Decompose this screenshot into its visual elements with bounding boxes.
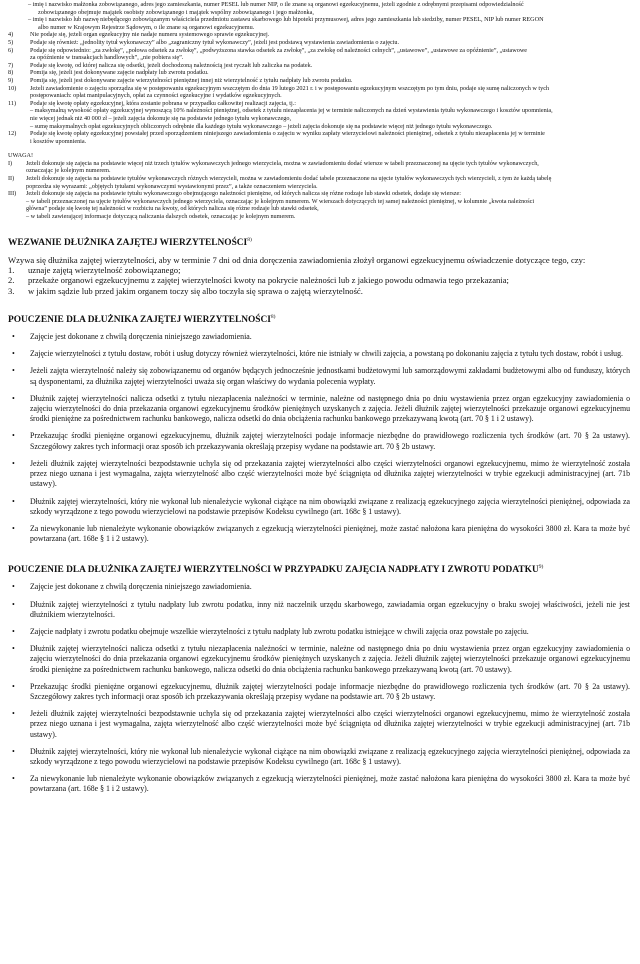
pouczenie-nadplata-title: POUCZENIE DLA DŁUŻNIKA ZAJĘTEJ WIERZYTELNOŚCI W PRZYPADKU ZAJĘCIA NADPŁATY I ZWROTU PODATKU: [8, 565, 539, 576]
bullet-icon: •: [12, 349, 15, 359]
footnote-text: i kosztów upomnienia.: [30, 137, 87, 145]
footnote-number: 11): [8, 99, 17, 107]
pouczenie-heading: [8, 312, 640, 326]
uwaga-text: – w tabeli zawierającej informacje dotyczącą naliczania dalszych odsetek, oznaczając je kolejnym numerem.: [26, 213, 296, 221]
bullet-item: [8, 394, 640, 425]
footnote-text: Podaje się również: „jednolity tytuł wykonawczy” albo „zagraniczny tytuł wykonawczy”, jeżeli jest podstawą wystawienia zawiadomienia o zajęciu.: [30, 38, 400, 46]
bullet-item: [8, 600, 640, 620]
bullet-text: Zajęcie jest dokonane z chwilą doręczenia niniejszego zawiadomienia.: [30, 332, 252, 342]
footnote-number: 12): [8, 130, 17, 138]
footnote-ref: 8): [270, 313, 276, 320]
item-text: przekaże organowi egzekucyjnemu z zajętej wierzytelności kwoty na pokrycie należności lub z jakiego powodu odmawia tego przekazania;: [28, 275, 509, 286]
bullet-text: Zajęcie jest dokonane z chwilą doręczenia niniejszego zawiadomienia.: [30, 582, 252, 592]
uwaga-text: Jeżeli dokonuje się zajęcia na podstawie więcej niż trzech tytułów wykonawczych jednego wierzyciela, można w zawiadomieniu dodać wiersze w tabeli przeznaczonej na ujęcie tych tytułów wykonawczych,: [26, 159, 539, 167]
uwaga-text: główna” podaje się kwotę tej należności w rozbiciu na kwoty, od których nalicza się różne rodzaje lub stawki odsetek,: [26, 205, 319, 213]
bullet-text: Przekazując środki pieniężne organowi egzekucyjnemu, dłużnik zajętej wierzytelności podaje informacje niezbędne do prawidłowego rozliczenia tych środków (art. 70 § 2a ustawy). Szczegółowy zakres tych informacji oraz sposób ich przekazywania określają przepisy wydane na podstawie art. 70 § 2b ustawy.: [30, 431, 630, 451]
footnote-text: Podaje się odpowiednio: „za zwłokę”, „połowa odsetek za zwłokę”, „podwyższona stawka odsetek za zwłokę”, „za zwłokę od należności celnych”, „ustawowe”, „ustawowe za opóźnienie”, „ustawowe: [30, 46, 528, 54]
footnote-number: 5): [8, 38, 14, 46]
bullet-text: Za niewykonanie lub nienależyte wykonanie obowiązków związanych z egzekucją wierzytelności pieniężnej, może zastać nałożona kara pieniężna do wysokości 3800 zł. Kara ta może być powtarzana (art. 168e § 1 i 2 ustawy).: [30, 774, 630, 794]
bullet-item: [8, 774, 640, 794]
footnote-text: za opóźnienie w transakcjach handlowych”, „nie pobiera się”.: [30, 54, 184, 62]
wezwanie-item: [8, 286, 640, 296]
bullet-icon: •: [12, 332, 15, 342]
owner-info-list: [8, 1, 640, 31]
bullet-text: Dłużnik zajętej wierzytelności, który nie wykonał lub nienależycie wykonał ciążące na nim obowiązki związane z realizacją egzekucyjnego zajęcia wierzytelności pieniężnej, odpowiada za szkody wyrządzone z tego powodu wierzycielowi na podstawie przepisów Kodeksu cywilnego (art. 168c § 1 ustawy).: [30, 496, 630, 516]
footnote-text: Pomija się, jeżeli jest dokonywane zajęcie wierzytelności pieniężnej innej niż wierzytelność z tytułu nadpłaty lub zwrotu podatku.: [30, 76, 353, 84]
footnote-number: 4): [8, 31, 14, 39]
bullet-item: [8, 582, 640, 592]
bullet-item: [8, 349, 640, 359]
dash-text: zobowiązanego obejmuje majątek osobisty zobowiązanego i majątek wspólny zobowiązanego i jego małżonka,: [38, 8, 314, 16]
bullet-text: Za niewykonanie lub nienależyte wykonanie obowiązków związanych z egzekucją wierzytelności pieniężnej, może zastać nałożona kara pieniężna do wysokości 3800 zł. Kara ta może być powtarzana (art. 168e § 1 i 2 ustawy).: [30, 523, 630, 544]
bullet-text: Zajęcie wierzytelności z tytułu dostaw, robót i usług dotyczy również wierzytelności, które nie istniały w chwili zajęcia, a powstaną po dokonaniu zajęcia z tytułu tych dostaw, robót i usług.: [30, 349, 623, 359]
uwaga-title: UWAGA!: [8, 152, 34, 160]
bullet-icon: •: [12, 627, 15, 637]
footnote-ref: 8): [247, 236, 252, 243]
uwaga-text: Jeżeli dokonuje się zajęcia na podstawie tytułów wykonawczych różnych wierzycieli, można w zawiadomieniu dodać tabele przeznaczone na ujęcie tytułów wykonawczych tych wierzycieli, z tym że każdą tabelę: [26, 175, 552, 183]
wezwanie-title: WEZWANIE DŁUŻNIKA ZAJĘTEJ WIERZYTELNOŚCI: [8, 237, 248, 248]
footnote-text: Pomija się, jeżeli jest dokonywane zajęcie nadpłaty lub zwrotu podatku.: [30, 69, 209, 77]
bullet-text: Jeżeli dłużnik zajętej wierzytelności bezpodstawnie uchyla się od przekazania zajętej wierzytelności albo części wierzytelności organowi egzekucyjnemu, mimo że wierzytelność została przez niego uznana i jest wymagalna, zajęta wierzytelność albo część wierzytelności może być ściągnięta od dłużnika zajętej wierzytelności w trybie egzekucji administracyjnej (art. 71b ustawy).: [30, 458, 630, 489]
bullet-item: [8, 627, 640, 637]
bullet-icon: •: [12, 774, 15, 784]
footnote-item: [8, 85, 640, 93]
bullet-item: [8, 524, 640, 544]
bullet-text: Dłużnik zajętej wierzytelności nalicza odsetki z tytułu niezapłacenia należności w terminie, należne od następnego dnia po dniu wystawienia przez organ egzekucyjny zawiadomienia o zajęciu wierzytelności do dnia przekazania organowi egzekucyjnemu środków pieniężnych uzyskanych z zajęcia. Jeżeli dłużnik zajętej wierzytelności przekazuje organowi egzekucyjnemu środki pieniężne za pośrednictwem rachunku bankowego, nalicza odsetki do dnia obciążenia rachunku bankowego przekazywaną kwotą (art. 70 § 1 i 2 ustawy).: [30, 393, 630, 424]
bullet-item: [8, 709, 640, 740]
item-text: w jakim sądzie lub przed jakim organem toczy się albo toczyła się sprawa o zajętą wierzytelność.: [28, 285, 363, 296]
uwaga-item: [8, 175, 640, 183]
dash-line: [8, 9, 640, 17]
uwaga-item: [8, 190, 640, 198]
footnote-number: 10): [8, 84, 17, 92]
bullet-text: Zajęcie nadpłaty i zwrotu podatku obejmuje wszelkie wierzytelności z tytułu nadpłaty lub zwrotu podatku istniejące w chwili zajęcia oraz powstałe po zajęciu.: [30, 627, 529, 637]
uwaga-text: poprzedza się wyrazami: „objętych tytułami wykonawczymi wystawionymi przez”, a także oznaczeniem wierzyciela.: [26, 182, 318, 190]
wezwanie-list: [8, 265, 640, 296]
dash-text: imię i nazwisko małżonka zobowiązanego, adres jego zamieszkania, numer PESEL lub numer NIP, o ile znane są organowi egzekucyjnemu, jeżeli zgodnie z odrębnymi przepisami odpowiedzialność: [32, 1, 524, 8]
footnote-text: nie więcej jednak niż 40 000 zł – jeżeli zajęcia dokonuje się na podstawie jednego tytułu wykonawczego,: [30, 114, 291, 122]
bullet-icon: •: [12, 496, 15, 506]
bullet-icon: •: [12, 709, 15, 719]
uwaga-text: Jeżeli dokonuje się zajęcia na podstawie tytułu wykonawczego obejmującego należności pieniężne, od których nalicza się różne rodzaje lub stawki odsetek, dodaje się wiersze:: [26, 190, 462, 198]
bullet-item: [8, 644, 640, 675]
footnote-item: [8, 100, 640, 108]
uwaga-number: II): [8, 175, 15, 183]
footnote-number: 9): [8, 76, 14, 84]
footnote-text: – maksymalną wysokość opłaty egzekucyjnej wynoszącą 10% należności pieniężnej, odsetek z tytułu niezapłacenia jej w terminie naliczonych na dzień wystawienia tytułu wykonawczego i kosztów upomnienia,: [30, 107, 553, 115]
dash-text: albo numer w Krajowym Rejestrze Sądowym, o ile znane są organowi egzekucyjnemu.: [38, 23, 255, 31]
item-text: uznaje zajętą wierzytelność zobowiązanego;: [28, 265, 181, 276]
bullet-icon: •: [12, 523, 15, 533]
uwaga-number: III): [8, 190, 17, 198]
footnote-text: Jeżeli zawiadomienie o zajęciu sporządza się w postępowaniu egzekucyjnym wszczętym do dnia 19 lutego 2021 r. i w postępowaniu egzekucyjnym wszczętym po tym dniu, podaje się sumę naliczonych w tych: [30, 84, 550, 92]
pouczenie-nadplata-heading: [8, 562, 640, 576]
item-number: 1.: [8, 265, 15, 276]
dash-line: [8, 24, 640, 32]
footnote-number: 8): [8, 69, 14, 77]
item-number: 2.: [8, 275, 15, 286]
bullet-icon: •: [12, 599, 15, 609]
footnote-item: [8, 130, 640, 138]
footnote-item: [8, 39, 640, 47]
bullet-text: Przekazując środki pieniężne organowi egzekucyjnemu, dłużnik zajętej wierzytelności podaje informacje niezbędne do prawidłowego rozliczenia tych środków (art. 70 § 2a ustawy). Szczegółowy zakres tych informacji oraz sposób ich przekazywania określają przepisy wydane na podstawie art. 70 § 2b ustawy.: [30, 681, 630, 702]
footnote-text: Podaje się kwotę opłaty egzekucyjnej, która zostanie pobrana w przypadku całkowitej realizacji zajęcia, tj.:: [30, 99, 296, 107]
bullet-item: [8, 332, 640, 342]
pouczenie-title: POUCZENIE DLA DŁUŻNIKA ZAJĘTEJ WIERZYTELNOŚCI: [8, 315, 271, 326]
uwaga-list: [8, 160, 640, 221]
bullet-text: Dłużnik zajętej wierzytelności nalicza odsetki z tytułu niezapłacenia należności w terminie, należne od następnego dnia po dniu wystawienia przez organ egzekucyjny zawiadomienia o zajęciu wierzytelności do dnia przekazania organowi egzekucyjnemu środków pieniężnych uzyskanych z zajęcia. Jeżeli dłużnik zajętej wierzytelności przekazuje organowi egzekucyjnemu środki pieniężne za pośrednictwem rachunku bankowego, nalicza odsetki do dnia obciążenia rachunku bankowego przekazywaną kwotą (art. 70 ustawy).: [30, 644, 630, 674]
footnotes-list: [8, 31, 640, 145]
bullet-item: [8, 682, 640, 702]
bullet-icon: •: [12, 458, 15, 468]
bullet-item: [8, 366, 640, 386]
bullet-icon: •: [12, 366, 15, 376]
bullet-text: Dłużnik zajętej wierzytelności, który nie wykonał lub nienależycie wykonał ciążące na nim obowiązki związane z realizacją egzekucyjnego zajęcia wierzytelności pieniężnej, odpowiada za szkody wyrządzone z tego powodu wierzycielowi na podstawie przepisów Kodeksu cywilnego (art. 168c § 1 ustawy).: [30, 746, 630, 767]
footnote-number: 6): [8, 46, 14, 54]
footnote-text: Nie podaje się, jeżeli organ egzekucyjny nie nadaje numeru systemowego sprawie egzekucyjnej.: [30, 31, 270, 39]
footnote-text: Podaje się kwotę, od której nalicza się odsetki, jeżeli dochodzoną należnością jest ryczałt lub zaliczka na podatek.: [30, 61, 313, 69]
bullet-icon: •: [12, 582, 15, 592]
uwaga-number: I): [8, 159, 13, 167]
dash-line: – imię i nazwisko lub nazwę niebędącego zobowiązanym właściciela przedmiotu zastawu skarbowego lub hipoteki przymusowej, adres jego zamieszkania lub siedziby, numer PESEL, NIP lub numer REGON: [28, 16, 544, 24]
footnote-item: [8, 31, 640, 39]
bullet-icon: •: [12, 746, 15, 756]
footnote-item: [8, 77, 640, 85]
bullet-icon: •: [12, 681, 15, 691]
footnote-item: [8, 62, 640, 70]
footnote-text: Podaje się kwotę opłaty egzekucyjnej powstałej przed sporządzeniem niniejszego zawiadomienia o zajęciu w wyniku zapłaty wierzycielowi należności pieniężnej, odsetek z tytułu niezapłacenia jej w terminie: [30, 130, 545, 138]
dash-text: imię i nazwisko lub nazwę niebędącego zobowiązanym właściciela przedmiotu zastawu skarbowego lub hipoteki przymusowej, adres jego zamieszkania lub siedziby, numer PESEL, NIP lub numer REGON: [32, 16, 544, 24]
wezwanie-intro: Wzywa się dłużnika zajętej wierzytelności, aby w terminie 7 dni od dnia doręczenia zawiadomienia złożył organowi egzekucyjnemu oświadczenie dotyczące tego, czy:: [8, 254, 586, 265]
footnote-text: postępowaniach: opłat manipulacyjnych, opłat za czynności egzekucyjne i wydatków egzekucyjnych.: [30, 92, 282, 100]
pouczenie-nadplata-list: [8, 582, 640, 794]
dash-line: – imię i nazwisko małżonka zobowiązanego, adres jego zamieszkania, numer PESEL lub numer NIP, o ile znane są organowi egzekucyjnemu, jeżeli zgodnie z odrębnymi przepisami odpowiedzialność: [28, 1, 524, 8]
bullet-text: Dłużnik zajętej wierzytelności z tytułu nadpłaty lub zwrotu podatku, inny niż naczelnik urzędu skarbowego, zawiadamia organ egzekucyjny o braku swojej właściwości, jeżeli nie jest dłużnikiem wierzytelności.: [30, 599, 630, 619]
footnote-number: 7): [8, 61, 14, 69]
bullet-text: Jeżeli zajęta wierzytelność należy się zobowiązanemu od organów będących jednocześnie jednostkami budżetowymi lub samorządowymi zakładami budżetowymi albo od funduszy, których są dysponentami, za dłużnika zajętej wierzytelności uważa się organ właściwy do wydania polecenia wypłaty.: [30, 366, 630, 386]
bullet-item: [8, 431, 640, 451]
bullet-text: Jeżeli dłużnik zajętej wierzytelności bezpodstawnie uchyla się od przekazania zajętej wierzytelności albo części wierzytelności organowi egzekucyjnemu, mimo że wierzytelność została przez niego uznana i jest wymagalna, zajęta wierzytelność albo część wierzytelności może być ściągnięta od dłużnika zajętej wierzytelności w trybie egzekucji administracyjnej (art. 71b ustawy).: [30, 709, 630, 739]
footnote-text: – sumę maksymalnych opłat egzekucyjnych obliczonych odrębnie dla każdego tytułu wykonawczego – jeżeli zajęcia dokonuje się na podstawie więcej niż jednego tytułu wykonawczego.: [30, 122, 493, 130]
footnote-item: [8, 69, 640, 77]
uwaga-text: oznaczając je kolejnym numerem.: [26, 167, 111, 175]
bullet-item: [8, 459, 640, 490]
uwaga-text: – w tabeli przeznaczonej na ujęcie tytułów wykonawczych jednego wierzyciela, oznaczając je kolejnym numerem. W wierszach dotyczących tej samej należności pieniężnej, w kolumnie „kwota należności: [26, 197, 535, 205]
footnote-item: [8, 47, 640, 55]
bullet-icon: •: [12, 644, 15, 654]
pouczenie-list: [8, 332, 640, 544]
wezwanie-heading: [8, 235, 640, 249]
wezwanie-item: [8, 275, 640, 285]
bullet-icon: •: [12, 431, 15, 441]
item-number: 3.: [8, 285, 15, 296]
bullet-icon: •: [12, 393, 15, 403]
bullet-item: [8, 497, 640, 517]
footnote-ref: 9): [538, 564, 544, 571]
wezwanie-item: [8, 265, 640, 275]
bullet-item: [8, 747, 640, 767]
uwaga-item: [8, 160, 640, 168]
